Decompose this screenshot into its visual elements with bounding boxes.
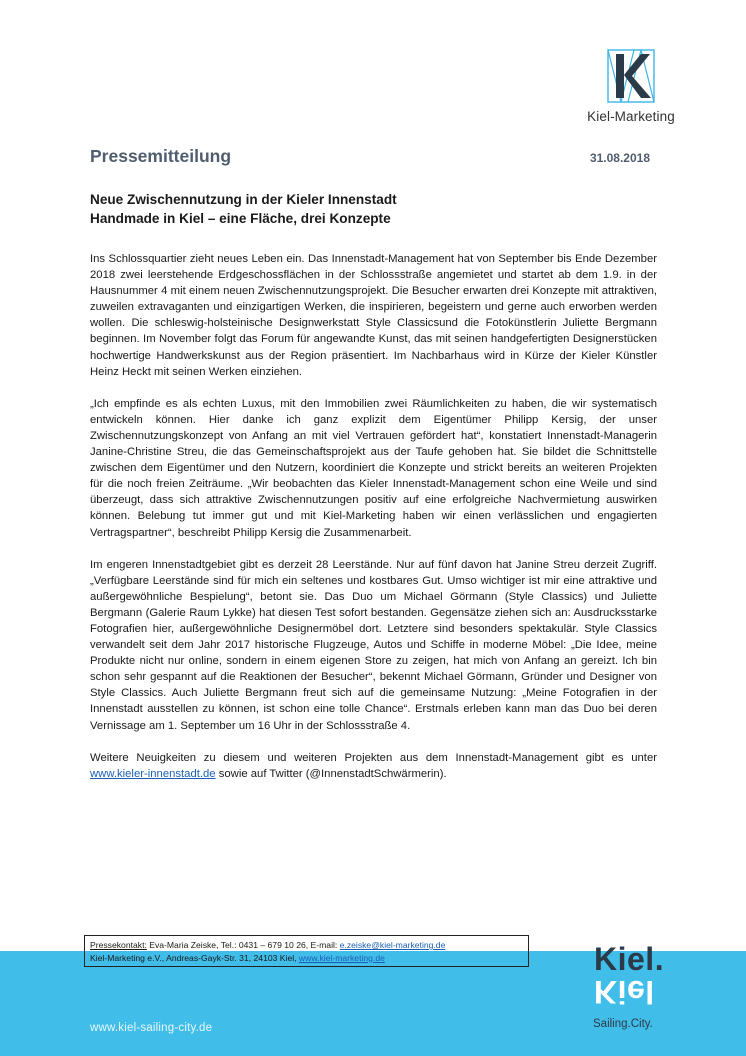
press-contact-box: [84, 935, 529, 967]
kiel-logo-reflection: Kiel: [594, 974, 655, 1010]
kiel-marketing-k-logo-icon: [605, 48, 657, 104]
headline-line-2: Handmade in Kiel – eine Fläche, drei Konzepte: [90, 211, 391, 226]
press-contact-address: Kiel-Marketing e.V., Andreas-Gayk-Str. 31, 24103 Kiel,: [90, 952, 299, 963]
press-contact-text: Eva-Maria Zeiske, Tel.: 0431 – 679 10 26, E-mail:: [146, 940, 340, 950]
press-contact-email-link[interactable]: e.zeiske@kiel-marketing.de: [339, 940, 446, 950]
kiel-sailing-city-logo: [586, 942, 676, 1037]
kieler-innenstadt-link[interactable]: www.kieler-innenstadt.de: [90, 767, 216, 780]
closing-text-after: sowie auf Twitter (@InnenstadtSchwärmerin).: [215, 767, 447, 780]
body-text: [90, 251, 657, 798]
closing-text-before: Weitere Neuigkeiten zu diesem und weiteren Projekten aus dem Innenstadt-Management gibt es unter: [90, 751, 657, 764]
paragraph-2: „Ich empfinde es als echten Luxus, mit den Immobilien zwei Räumlichkeiten zu haben, die wir systematisch entwickeln können. Hier danke ich ganz explizit dem Eigentümer Philipp Kersig, der unser Zwischennutzungskonzept von Anfang an mit viel Vertrauen gefördert hat“, konstatiert Innenstadt-Managerin Janine-Christine Streu, die das Gemeinschaftsprojekt aus der Taufe gehoben hat. Sie bildet die Schnittstelle zwischen dem Eigentümer und den Nutzern, koordiniert die Konzepte und strickt bereits an weiteren Projekten für die noch freien Zeiträume. „Wir beobachten das Kieler Innenstadt-Management schon eine Weile und sind überzeugt, dass sich attraktive Zwischennutzungen positiv auf eine erfolgreiche Nachvermietung auswirken können. Belebung tut immer gut und mit Kiel-Marketing haben wir einen verlässlichen und engagierten Vertragspartner“, beschreibt Philipp Kersig die Zusammenarbeit.: [90, 397, 657, 539]
press-contact-address-line: [90, 952, 523, 965]
kiel-marketing-website-link[interactable]: www.kiel-marketing.de: [298, 952, 385, 963]
document-title: Pressemitteilung: [90, 146, 232, 166]
footer-url: www.kiel-sailing-city.de: [90, 1022, 213, 1034]
paragraph-3: Im engeren Innenstadtgebiet gibt es derzeit 28 Leerstände. Nur auf fünf davon hat Janine Streu derzeit Zugriff. „Verfügbare Leerstände sind für mich ein seltenes und kostbares Gut. Umso wichtiger ist mir eine attraktive und außergewöhnliche Bespielung“, betont sie. Das Duo um Michael Görmann (Style Classics) und Juliette Bergmann (Galerie Raum Lykke) hat diesen Test sofort bestanden. Gegensätze ziehen sich an: Ausdrucksstarke Fotografien hier, außergewöhnliche Designermöbel dort. Letztere sind besonders spektakulär. Style Classics verwandelt seit dem Jahr 2017 historische Flugzeuge, Autos und Schiffe in moderne Möbel: „Die Idee, meine Produkte nicht nur online, sondern in einem eigenen Store zu zeigen, hat mich von Anfang an gereizt. Ich bin schon sehr gespannt auf die Reaktionen der Besucher“, bekennt Michael Görmann, Gründer und Designer von Style Classics. Auch Juliette Bergmann freut sich auf die gemeinsame Nutzung: „Meine Fotografien in der Innenstadt ausstellen zu können, ist schon eine tolle Chance“. Erstmals erleben kann man das Duo bei deren Vernissage am 1. September um 16 Uhr in der Schlossstraße 4.: [90, 558, 657, 732]
paragraph-closing: [90, 750, 657, 782]
document-header: [90, 146, 652, 168]
press-contact-label: Pressekontakt:: [90, 940, 147, 950]
kiel-marketing-logo-text: Kiel-Marketing: [587, 109, 675, 124]
press-contact-line: [90, 939, 523, 952]
document-date: 31.08.2018: [589, 151, 650, 165]
paragraph-1: Ins Schlossquartier zieht neues Leben ein. Das Innenstadt-Management hat von September bis Ende Dezember 2018 zwei leerstehende Erdgeschossflächen in der Schlossstraße angemietet und startet ab dem 1.9. in der Hausnummer 4 mit einem neuen Zwischennutzungsprojekt. Die Besucher erwarten drei Konzepte mit attraktiven, zuweilen extravaganten und einzigartigen Werken, die inspirieren, begeistern und gerne auch erworben werden wollen. Die schleswig-holsteinische Designwerkstatt Style Classicsund die Fotokünstlerin Juliette Bergmann beginnen. Im November folgt das Forum für angewandte Kunst, das mit seinen handgefertigten Designerstücken hochwertige Handwerkskunst aus der Region präsentiert. Im Nachbarhaus wird in Kürze der Kieler Künstler Heinz Heckt mit seinen Werken einziehen.: [90, 253, 657, 378]
kiel-marketing-logo: [586, 48, 676, 134]
headline-line-1: Neue Zwischennutzung in der Kieler Innenstadt: [90, 192, 397, 207]
kiel-logo-text: Kiel.: [594, 941, 665, 977]
headline: [90, 190, 650, 228]
kiel-logo-tagline: Sailing.City.: [593, 1018, 653, 1030]
